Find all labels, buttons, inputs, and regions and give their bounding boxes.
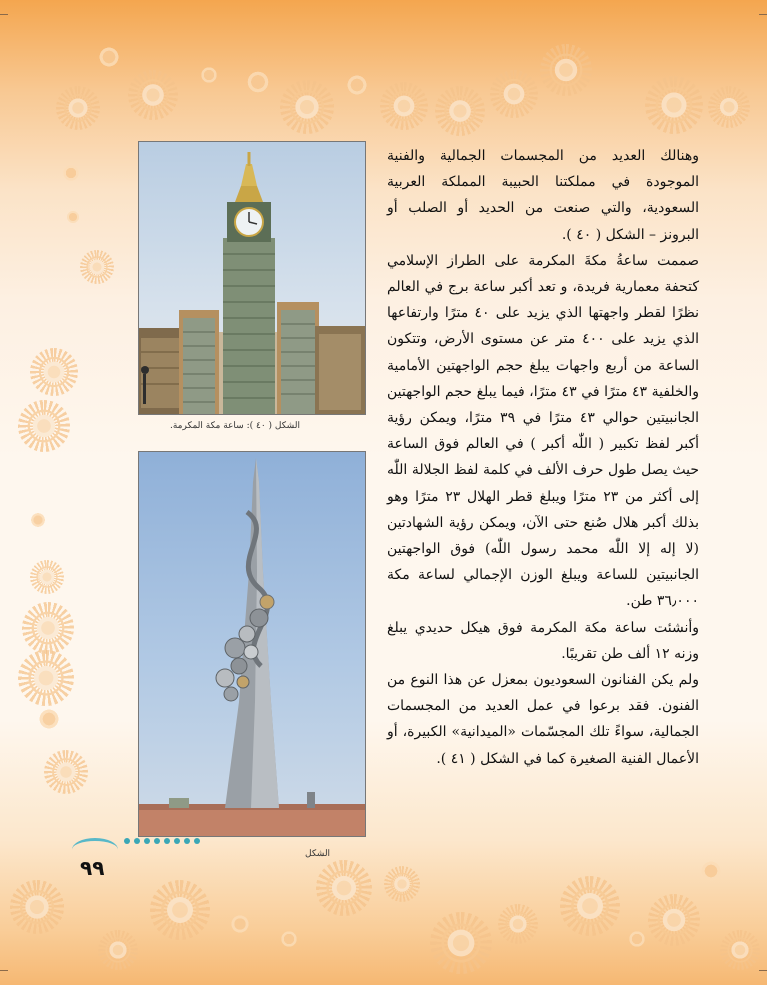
dot-icon — [124, 838, 130, 844]
dot-icon — [164, 838, 170, 844]
paragraph: ولم يكن الفنانون السعوديون بمعزل عن هذا النوع من الفنون. فقد برعوا في عمل العديد من المجسمات الجمالية، سواءً تلك المجسّمات «الميدانية» الكبيرة، أو الأعمال الفنية الصغيرة كما في الشكل ( ٤١ ). — [387, 672, 699, 767]
flower-ornament-icon — [150, 880, 210, 940]
flower-ornament-icon — [128, 70, 178, 120]
flower-ornament-icon — [18, 650, 74, 706]
dot-icon — [134, 838, 140, 844]
dot-ornament-icon — [200, 66, 218, 84]
dot-ornament-icon — [280, 930, 298, 948]
paragraph: وأنشئت ساعة مكة المكرمة فوق هيكل حديدي يبلغ وزنه ١٢ ألف طن تقريبًا. — [387, 619, 699, 662]
page-number: ٩٩ — [80, 856, 105, 880]
flower-ornament-icon — [18, 400, 70, 452]
body-text — [387, 143, 699, 772]
dot-ornament-icon — [346, 74, 368, 96]
dot-ornament-icon — [38, 708, 60, 730]
dot-icon — [144, 838, 150, 844]
flower-ornament-icon — [648, 894, 700, 946]
dot-ornament-icon — [98, 46, 120, 68]
flower-ornament-icon — [645, 76, 703, 134]
flower-ornament-icon — [498, 904, 538, 944]
flower-ornament-icon — [30, 348, 78, 396]
flower-ornament-icon — [720, 930, 760, 970]
flower-ornament-icon — [435, 86, 485, 136]
clock-tower-photo — [138, 141, 366, 415]
flower-ornament-icon — [384, 866, 420, 902]
flower-ornament-icon — [98, 930, 138, 970]
flower-ornament-icon — [44, 750, 88, 794]
crop-mark — [759, 970, 767, 971]
flower-ornament-icon — [708, 86, 750, 128]
flower-ornament-icon — [430, 912, 492, 974]
flower-ornament-icon — [316, 860, 372, 916]
dot-icon — [194, 838, 200, 844]
dot-icon — [184, 838, 190, 844]
dot-ornament-icon — [628, 930, 646, 948]
flower-ornament-icon — [490, 70, 538, 118]
clock-tower-illustration — [139, 142, 365, 414]
sculpture-illustration — [139, 452, 365, 836]
flower-ornament-icon — [80, 250, 114, 284]
dot-ornament-icon — [700, 860, 722, 882]
figure-caption: الشكل ( ٤٠ ): ساعة مكة المكرمة. — [170, 421, 300, 431]
crop-mark — [759, 14, 767, 15]
flower-ornament-icon — [280, 80, 334, 134]
sculpture-photo — [138, 451, 366, 837]
dot-ornament-icon — [62, 164, 80, 182]
flower-ornament-icon — [380, 82, 428, 130]
flower-ornament-icon — [30, 560, 64, 594]
crop-mark — [0, 14, 8, 15]
figure-caption: الشكل — [305, 849, 331, 859]
dot-icon — [154, 838, 160, 844]
dot-icon — [174, 838, 180, 844]
crop-mark — [0, 970, 8, 971]
paragraph: وهنالك العديد من المجسمات الجمالية والفنية الموجودة في مملكتنا الحبيبة المملكة العربية السعودية، والتي صنعت من الحديد أو الصلب أو البرونز – الشكل ( ٤٠ ). — [387, 148, 699, 243]
dot-ornament-icon — [246, 70, 270, 94]
dot-ornament-icon — [66, 210, 80, 224]
flower-ornament-icon — [10, 880, 64, 934]
flower-ornament-icon — [22, 602, 74, 654]
flower-ornament-icon — [540, 44, 592, 96]
dot-ornament-icon — [30, 512, 46, 528]
flower-ornament-icon — [56, 86, 100, 130]
flower-ornament-icon — [560, 876, 620, 936]
dot-ornament-icon — [230, 914, 250, 934]
paragraph: صممت ساعةُ مكةَ المكرمة على الطراز الإسلامي كتحفة معمارية فريدة، و تعد أكبر ساعة برج في العالم نظرًا لقطر واجهتها الذي يزيد على ٤٠ مترًا وارتفاعها الذي يزيد على ٤٠٠ متر عن مستوى الأرض، وتتكون الساعة من أربع واجهات يبلغ حجم الواجهتين الأمامية والخلفية ٤٣ مترًا في ٤٣ مترًا، فيما يبلغ حجم الواجهتين الجانبيتين حوالي ٤٣ مترًا في ٣٩ مترًا، ويمكن رؤية أكبر لفظ تكبير ( اللّٰه أكبر ) في العالم فوق الساعة حيث يصل طول حرف الألف في كلمة لفظ الجلالة اللّٰه إلى أكثر من ٢٣ مترًا ويبلغ قطر الهلال ٢٣ مترًا وهو بذلك أكبر هلال صُنع حتى الآن، ويمكن رؤية الشهادتين (لا إله إلا اللّٰه محمد رسول اللّٰه) فوق الواجهتين الجانبيتين للساعة ويبلغ الوزن الإجمالي لساعة مكة ٣٦٫٠٠٠ طن. — [387, 252, 699, 610]
